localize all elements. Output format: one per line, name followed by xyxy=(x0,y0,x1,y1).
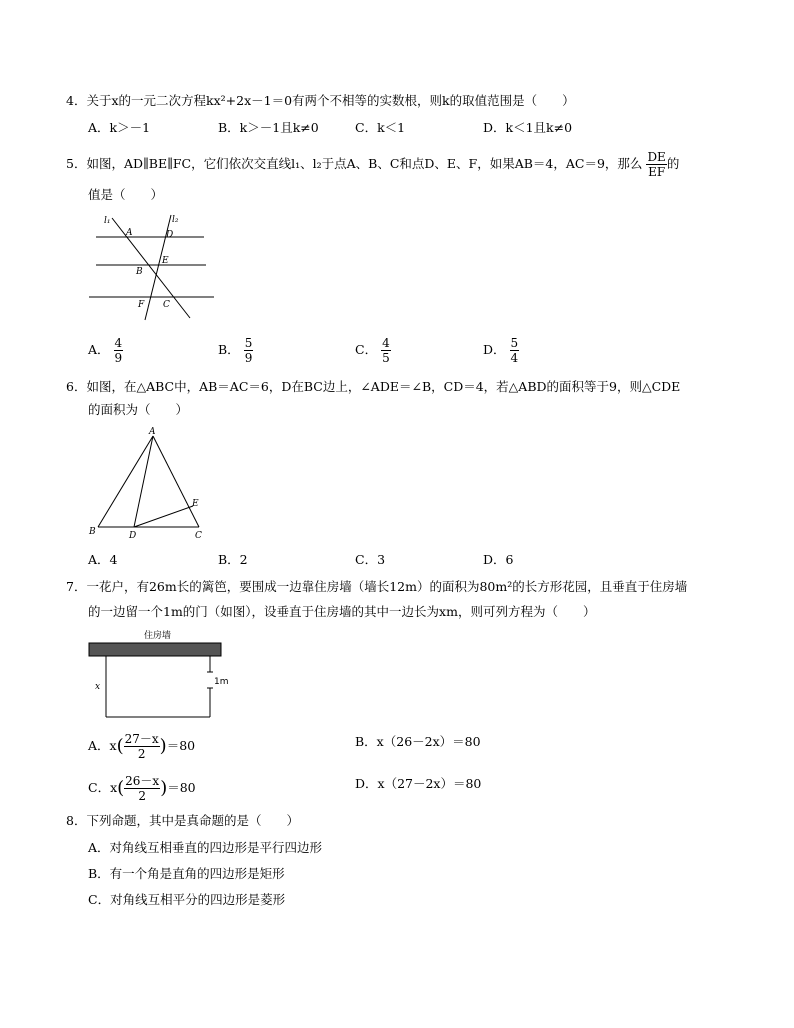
q6-side-ac xyxy=(153,436,199,527)
q5-option-d xyxy=(483,336,519,365)
q5-option-c-den: 5 xyxy=(382,351,390,365)
q5-option-a xyxy=(88,336,123,365)
q4-option-d: D．k＜1且k≠0 xyxy=(483,120,573,135)
q5-frac-num: DE xyxy=(647,150,666,164)
q5-stem-line2: 值是（ ） xyxy=(88,187,164,202)
q4-option-b: B．k＞－1且k≠0 xyxy=(218,120,319,135)
q7-option-d: D．x（27－2x）＝80 xyxy=(355,776,482,791)
q6-figure xyxy=(86,424,216,544)
q5-label-f: F xyxy=(138,300,145,310)
q4-stem: 4．关于x的一元二次方程kx²+2x－1＝0有两个不相等的实数根，则k的取值范围是（ ） xyxy=(66,93,575,108)
q4-option-c: C．k＜1 xyxy=(355,120,406,135)
q7-option-a-label: A．x xyxy=(88,738,117,753)
q6-label-e: E xyxy=(192,499,199,509)
q7-option-c-end: ＝80 xyxy=(167,780,196,795)
q7-option-a: A．x( $\frac{27-x}{2}$ )＝80 xyxy=(88,732,196,761)
q5-option-c-num: 4 xyxy=(382,336,390,350)
q7-option-a-end: ＝80 xyxy=(166,738,196,753)
q7-stem: 7．一花户，有26m长的篱笆，要围成一边靠住房墙（墙长12m）的面积为80m²的长方形花园，且垂直于住房墙 xyxy=(66,579,688,594)
q5-option-b-num: 5 xyxy=(244,336,253,350)
q5-line-l1 xyxy=(112,218,190,318)
q5-label-c: C xyxy=(163,300,170,310)
q5-option-d-num: 5 xyxy=(510,336,519,350)
q5-option-b xyxy=(218,336,253,365)
q6-stem: 6．如图，在△ABC中，AB＝AC＝6，D在BC边上，∠ADE＝∠B，CD＝4，若△ABD的面积等于9，则△CDE xyxy=(66,379,681,394)
q8-stem: 8．下列命题，其中是真命题的是（ ） xyxy=(66,813,299,828)
q5-label-b: B xyxy=(136,267,143,277)
q5-option-c-label: C． xyxy=(355,342,378,357)
q5-label-e: E xyxy=(162,256,169,266)
q6-label-a: A xyxy=(149,427,156,437)
q7-option-c-num: 26－x xyxy=(125,774,160,788)
q4-option-a: A．k＞－1 xyxy=(88,120,151,135)
q6-option-b: B．2 xyxy=(218,552,248,567)
q5-option-b-label: B． xyxy=(218,342,240,357)
q8-option-b: B．有一个角是直角的四边形是矩形 xyxy=(88,866,285,881)
q6-segment-de xyxy=(134,506,193,527)
q7-label-gate: 1m xyxy=(214,677,229,687)
q5-option-d-label: D． xyxy=(483,342,506,357)
q7-label-x: x xyxy=(95,682,101,692)
q6-label-d: D xyxy=(129,531,137,541)
q5-label-d: D xyxy=(166,230,174,240)
q6-option-d: D．6 xyxy=(483,552,514,567)
q5-option-a-den: 9 xyxy=(114,351,123,365)
q5-option-b-den: 9 xyxy=(244,351,253,365)
q6-segment-ad xyxy=(134,436,153,527)
q5-label-l2: l₂ xyxy=(172,215,179,225)
q6-label-c: C xyxy=(195,531,202,541)
q7-stem-line2: 的一边留一个1m的门（如图），设垂直于住房墙的其中一边长为xm，则可列方程为（ ） xyxy=(88,604,596,619)
q6-option-a: A．4 xyxy=(88,552,118,567)
q5-option-a-num: 4 xyxy=(114,336,123,350)
q6-option-c: C．3 xyxy=(355,552,386,567)
q5-stem-text: 5．如图，AD∥BE∥FC，它们依次交直线l₁、l₂于点A、B、C和点D、E、F，如果AB＝4，AC＝9，那么 xyxy=(66,156,643,171)
q6-label-b: B xyxy=(89,527,96,537)
q5-figure xyxy=(86,210,221,325)
q5-option-d-den: 4 xyxy=(510,351,519,365)
q7-option-a-num: 27－x xyxy=(124,732,159,746)
q5-frac-den: EF xyxy=(648,165,666,179)
q7-figure xyxy=(86,628,231,723)
q5-stem-end: 的 xyxy=(666,156,680,171)
q7-option-c: C．x( $\frac{26-x}{2}$ )＝80 xyxy=(88,774,196,803)
q6-stem-line2: 的面积为（ ） xyxy=(88,402,189,417)
q8-option-c: C．对角线互相平分的四边形是菱形 xyxy=(88,892,286,907)
q5-stem xyxy=(66,150,679,179)
q5-option-c xyxy=(355,336,391,365)
q8-option-a: A．对角线互相垂直的四边形是平行四边形 xyxy=(88,840,323,855)
q5-label-l1: l₁ xyxy=(104,216,111,226)
q7-wall xyxy=(89,643,221,656)
q7-label-wall: 住房墙 xyxy=(144,631,172,641)
q5-stem-fraction xyxy=(646,150,666,179)
q7-option-c-label: C．x xyxy=(88,780,118,795)
q7-option-a-den: 2 xyxy=(137,747,146,761)
q7-option-c-den: 2 xyxy=(138,789,146,803)
q7-option-b: B．x（26－2x）＝80 xyxy=(355,734,481,749)
q5-option-a-label: A． xyxy=(88,342,110,357)
q5-label-a: A xyxy=(126,228,133,238)
q6-side-ab xyxy=(98,436,153,527)
